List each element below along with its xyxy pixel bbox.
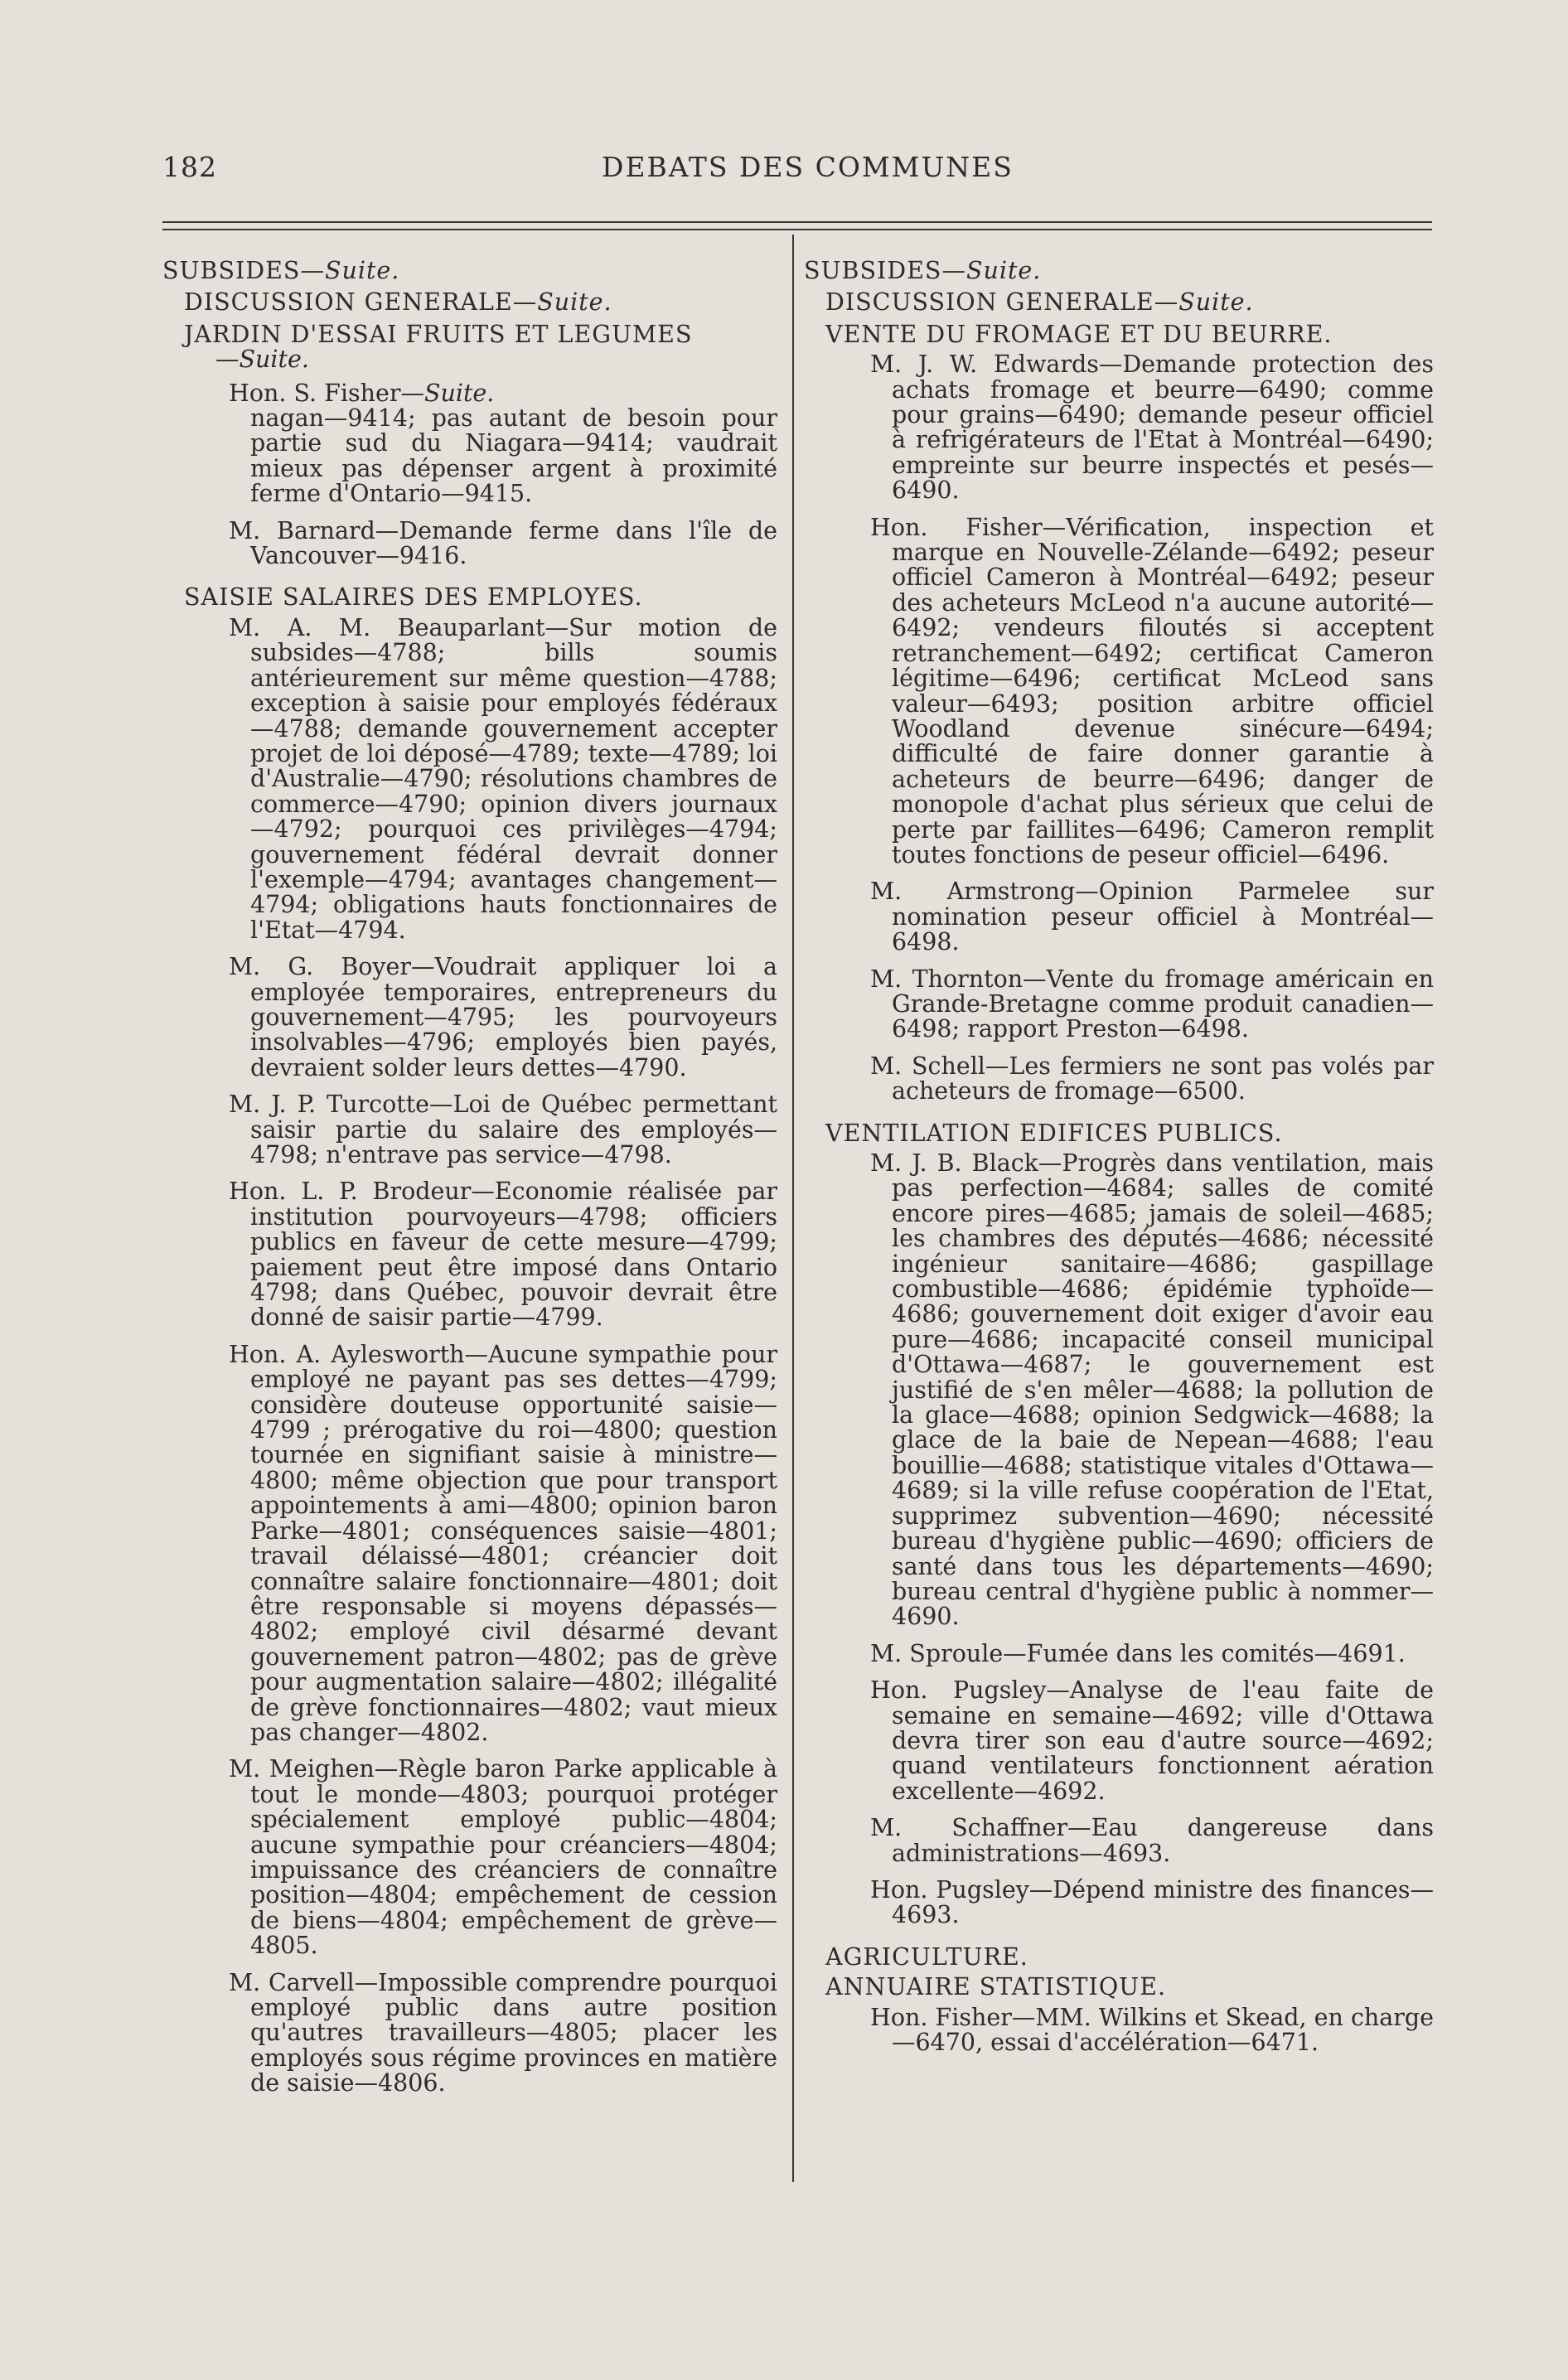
entry-thornton: M. Thornton—Vente du fromage américain en Grande-Bretagne comme produit canadien—6498; rapport Preston—6498. <box>870 965 1434 1043</box>
entry-pugsley-1: Hon. Pugsley—Analyse de l'eau faite de semaine en semaine—4692; ville d'Ottawa devra tirer son eau d'autre source—4692; quand ventilateurs fonctionnent aération excellente—4692. <box>870 1676 1434 1805</box>
entry-fisher-text: nagan—9414; pas autant de besoin pour partie sud du Niagara—9414; vaudrait mieux pas dépenser argent à proximité ferme d'Ontario—9415. <box>250 404 777 508</box>
heading-subsides: SUBSIDES—Suite. <box>162 257 400 284</box>
column-divider <box>792 235 794 2182</box>
header-rule-top <box>162 221 1432 223</box>
entry-aylesworth: Hon. A. Aylesworth—Aucune sympathie pour employé ne payant pas ses dettes—4799; considère douteuse opportunité saisie—4799 ; prérogative du roi—4800; question tournée en signifiant saisie à ministre—4800; même objection que pour transport appointements à ami—4800; opinion baron Parke—4801; conséquences saisie—4801; travail délaissé—4801; créancier doit connaître salaire fonctionnaire—4801; doit être responsable si moyens dépassés—4802; employé civil désarmé devant gouvernement patron—4802; pas de grève pour augmentation salaire—4802; illégalité de grève fonctionnaires—4802; vaut mieux pas changer—4802. <box>229 1340 777 1746</box>
heading-discussion-generale: DISCUSSION GENERALE—Suite. <box>825 288 1254 317</box>
entry-fisher-2: Hon. Fisher—MM. Wilkins et Skead, en charge—6470, essai d'accélération—6471. <box>870 2003 1434 2056</box>
right-column <box>804 259 1434 2055</box>
entry-turcotte: M. J. P. Turcotte—Loi de Québec permettant saisir partie du salaire des employés—4798; n'entrave pas service—4798. <box>229 1091 777 1168</box>
entry-barnard: M. Barnard—Demande ferme dans l'île de Vancouver—9416. <box>229 516 777 570</box>
page-number: 182 <box>162 151 217 183</box>
entry-fisher-suite: Hon. S. Fisher—Suite. <box>229 379 495 407</box>
journal-title: DEBATS DES COMMUNES <box>602 151 1014 183</box>
heading-jardin-suite: —Suite. <box>215 346 309 374</box>
heading-vente-fromage: VENTE DU FROMAGE ET DU BEURRE. <box>825 320 1333 348</box>
header-rule-bottom <box>162 229 1432 230</box>
running-head <box>0 151 1568 189</box>
entry-schaffner: M. Schaffner—Eau dangereuse dans administrations—4693. <box>870 1814 1434 1867</box>
heading-subsides: SUBSIDES—Suite. <box>804 257 1042 284</box>
heading-agriculture: AGRICULTURE. <box>825 1942 1028 1971</box>
entry-schell: M. Schell—Les fermiers ne sont pas volés par acheteurs de fromage—6500. <box>870 1052 1434 1105</box>
heading-annuaire-statistique: ANNUAIRE STATISTIQUE. <box>825 1973 1167 2001</box>
entry-pugsley-2: Hon. Pugsley—Dépend ministre des finances—4693. <box>870 1875 1434 1929</box>
heading-discussion-generale: DISCUSSION GENERALE—Suite. <box>184 288 612 317</box>
entry-carvell: M. Carvell—Impossible comprendre pourquoi employé public dans autre position qu'autres travailleurs—4805; placer les employés sous régime provinces en matière de saisie—4806. <box>229 1968 777 2097</box>
heading-ventilation: VENTILATION EDIFICES PUBLICS. <box>825 1119 1283 1147</box>
entry-black: M. J. B. Black—Progrès dans ventilation, mais pas perfection—4684; salles de comité encore pires—4685; jamais de soleil—4685; les chambres des députés—4686; nécessité ingénieur sanitaire—4686; gaspillage combustible—4686; épidémie typhoïde—4686; gouvernement doit exiger d'avoir eau pure—4686; incapacité conseil municipal d'Ottawa—4687; le gouvernement est justifié de s'en mêler—4688; la pollution de la glace—4688; opinion Sedgwick—4688; la glace de la baie de Nepean—4688; l'eau bouillie—4688; statistique vitales d'Ottawa—4689; si la ville refuse coopération de l'Etat, supprimez subvention—4690; nécessité bureau d'hygiène public—4690; officiers de santé dans tous les départements—4690; bureau central d'hygiène public à nommer—4690. <box>870 1149 1434 1631</box>
entry-edwards: M. J. W. Edwards—Demande protection des achats fromage et beurre—6490; comme pour grains—6490; demande peseur officiel à refrigérateurs de l'Etat à Montréal—6490; empreinte sur beurre inspectés et pesés—6490. <box>870 351 1434 505</box>
left-column <box>162 259 777 2097</box>
entry-armstrong: M. Armstrong—Opinion Parmelee sur nomination peseur officiel à Montréal—6498. <box>870 878 1434 956</box>
heading-saisie-salaires: SAISIE SALAIRES DES EMPLOYES. <box>184 583 643 612</box>
entry-fisher: Hon. Fisher—Vérification, inspection et marque en Nouvelle-Zélande—6492; peseur officiel Cameron à Montréal—6492; peseur des acheteurs McLeod n'a aucune autorité—6492; vendeurs filoutés si acceptent retranchement—6492; certificat Cameron légitime—6496; certificat McLeod sans valeur—6493; position arbitre officiel Woodland devenue sinécure—6494; difficulté de faire donner garantie à acheteurs de beurre—6496; danger de monopole d'achat plus sérieux que celui de perte par faillites—6496; Cameron remplit toutes fonctions de peseur officiel—6496. <box>870 513 1434 868</box>
entry-beauparlant: M. A. M. Beauparlant—Sur motion de subsides—4788; bills soumis antérieurement sur même question—4788; exception à saisie pour employés fédéraux—4788; demande gouvernement accepter projet de loi déposé—4789; texte—4789; loi d'Australie—4790; résolutions chambres de commerce—4790; opinion divers journaux—4792; pourquoi ces privilèges—4794; gouvernement fédéral devrait donner l'exemple—4794; avantages changement—4794; obligations hauts fonctionnaires de l'Etat—4794. <box>229 613 777 944</box>
entry-sproule: M. Sproule—Fumée dans les comités—4691. <box>870 1639 1406 1667</box>
entry-meighen: M. Meighen—Règle baron Parke applicable à tout le monde—4803; pourquoi protéger spécialement employé public—4804; aucune sympathie pour créanciers—4804; impuissance des créanciers de connaître position—4804; empêchement de cession de biens—4804; empêchement de grève—4805. <box>229 1755 777 1960</box>
entry-brodeur: Hon. L. P. Brodeur—Economie réalisée par institution pourvoyeurs—4798; officiers publics en faveur de cette mesure—4799; paiement peut être imposé dans Ontario 4798; dans Québec, pouvoir devrait être donné de saisir partie—4799. <box>229 1178 777 1332</box>
entry-boyer: M. G. Boyer—Voudrait appliquer loi a employée temporaires, entrepreneurs du gouvernement—4795; les pourvoyeurs insolvables—4796; employés bien payés, devraient solder leurs dettes—4790. <box>229 953 777 1081</box>
heading-jardin-essai: JARDIN D'ESSAI FRUITS ET LEGUMES <box>184 320 693 348</box>
